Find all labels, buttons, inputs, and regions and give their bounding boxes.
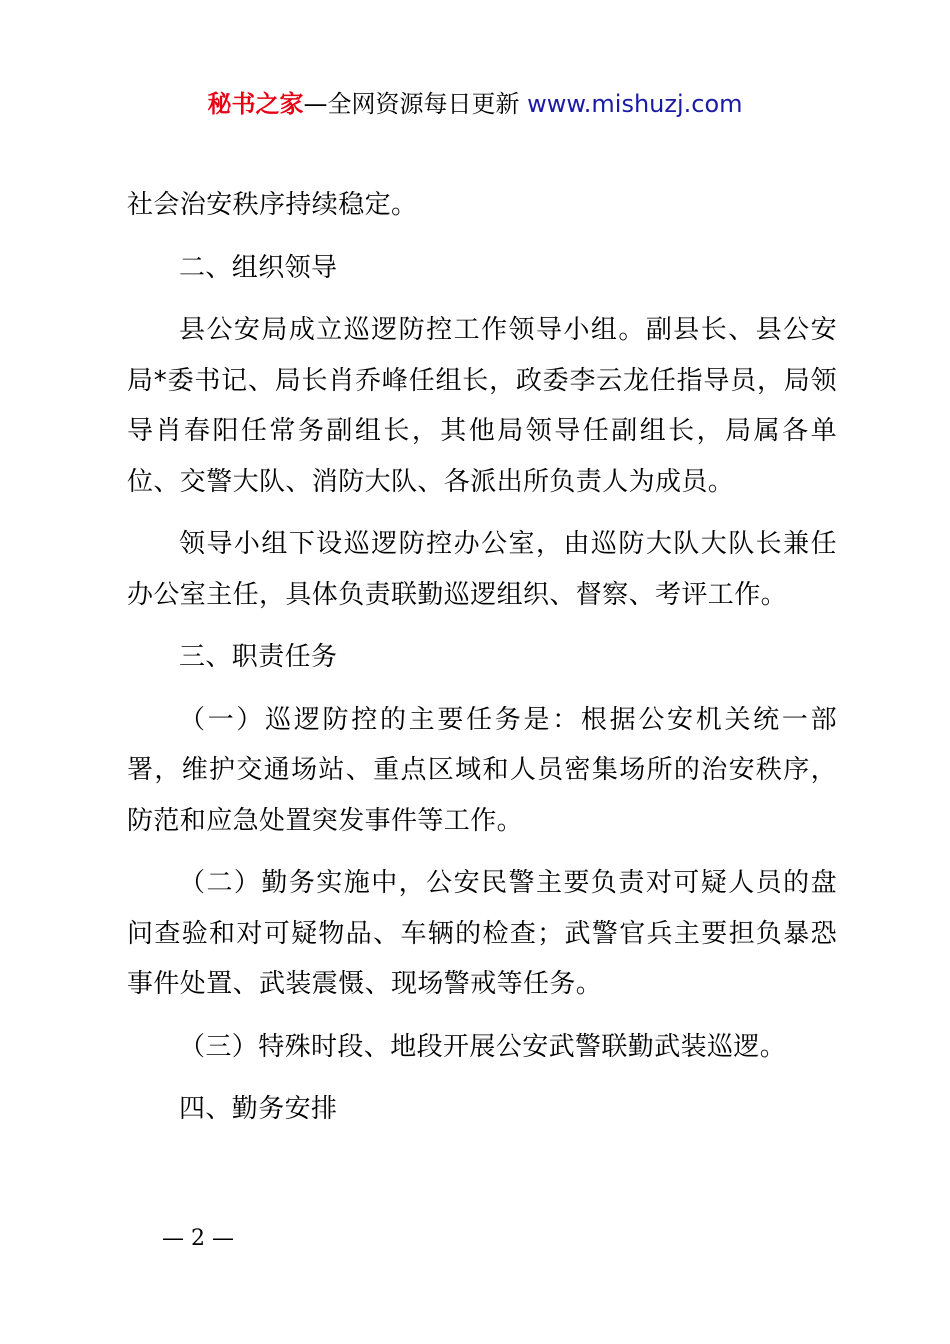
- paragraph-duty-three: （三）特殊时段、地段开展公安武警联勤武装巡逻。: [179, 1031, 787, 1062]
- header-url-link[interactable]: www.mishuzj.com: [527, 90, 743, 118]
- paragraph-duty-one: （一）巡逻防控的主要任务是：根据公安机关统一部署，维护交通场站、重点区域和人员密集场所的治安秩序，防范和应急处置突发事件等工作。: [127, 704, 837, 836]
- header-tagline: —全网资源每日更新: [303, 90, 528, 118]
- header-brand: 秘书之家: [207, 90, 304, 118]
- page-number: — 2 —: [162, 1226, 234, 1251]
- paragraph-duty-two: （二）勤务实施中，公安民警主要负责对可疑人员的盘问查验和对可疑物品、车辆的检查；武警官兵主要担负暴恐事件处置、武装震慑、现场警戒等任务。: [127, 868, 837, 999]
- document-body: [127, 180, 837, 1147]
- section-heading-organization: 二、组织领导: [179, 252, 338, 283]
- paragraph-office: 领导小组下设巡逻防控办公室，由巡防大队大队长兼任办公室主任，具体负责联勤巡逻组织、督察、考评工作。: [127, 529, 837, 610]
- section-heading-duties: 三、职责任务: [179, 642, 338, 672]
- section-heading-arrangement: 四、勤务安排: [179, 1094, 338, 1124]
- paragraph-continuation: 社会治安秩序持续稳定。: [127, 190, 418, 220]
- paragraph-leadership-group: 县公安局成立巡逻防控工作领导小组。副县长、县公安局*委书记、局长肖乔峰任组长，政委李云龙任指导员，局领导肖春阳任常务副组长，其他局领导任副组长，局属各单位、交警大队、消防大队、各派出所负责人为成员。: [127, 315, 837, 497]
- document-header: [0, 88, 950, 120]
